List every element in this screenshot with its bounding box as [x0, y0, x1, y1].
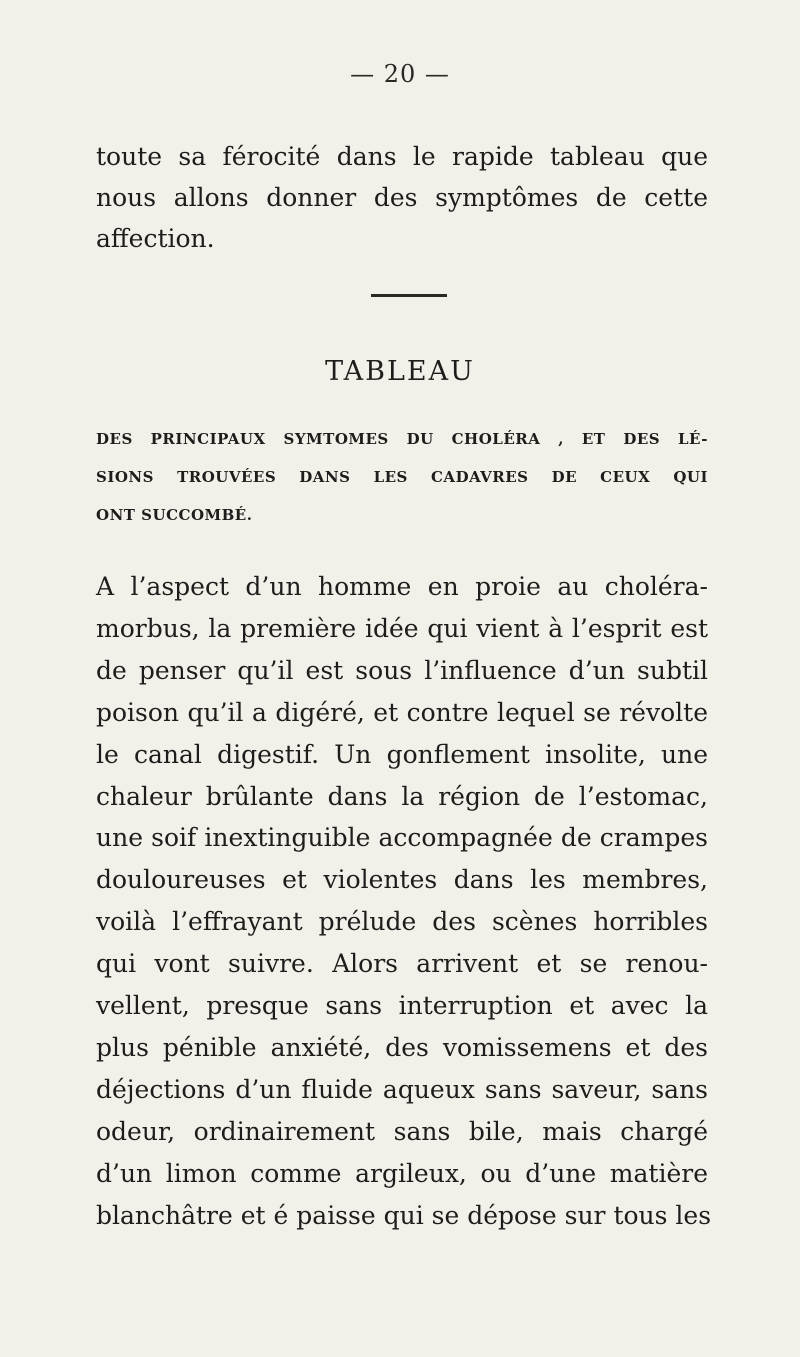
text-line: de penser qu’il est sous l’influence d’un subtil	[96, 655, 708, 685]
text-line: le canal digestif. Un gonflement insolite, une	[96, 739, 708, 769]
text-line: morbus, la première idée qui vient à l’esprit est	[96, 613, 708, 643]
text-line: A l’aspect d’un homme en proie au choléra-	[96, 572, 708, 601]
text-line: une soif inextinguible accompagnée de crampes	[96, 823, 708, 853]
section-divider	[371, 294, 447, 297]
page-number: — 20 —	[350, 60, 450, 88]
text-line: chaleur brûlante dans la région de l’estomac,	[96, 781, 708, 811]
text-line: plus pénible anxiété, des vomissemens et des	[96, 1032, 708, 1062]
subtitle-line: DES PRINCIPAUX SYMTOMES DU CHOLÉRA , ET DES LÉ-	[96, 430, 708, 448]
text-line: déjections d’un fluide aqueux sans saveur, sans	[96, 1074, 708, 1104]
text-line: poison qu’il a digéré, et contre lequel se révolte	[96, 697, 708, 727]
text-line: douloureuses et violentes dans les membres,	[96, 865, 708, 895]
text-line: affection.	[96, 224, 215, 253]
text-line: d’un limon comme argileux, ou d’une matière	[96, 1158, 708, 1188]
text-line: voilà l’effrayant prélude des scènes horribles	[96, 907, 708, 937]
text-line: toute sa férocité dans le rapide tableau que	[96, 142, 708, 171]
text-line: odeur, ordinairement sans bile, mais chargé	[96, 1116, 708, 1146]
text-line: qui vont suivre. Alors arrivent et se renou-	[96, 949, 708, 979]
intro-paragraph	[96, 136, 708, 259]
text-line: vellent, presque sans interruption et avec la	[96, 991, 708, 1021]
section-title: TABLEAU	[325, 356, 475, 387]
subtitle-line: ONT SUCCOMBÉ.	[96, 506, 253, 524]
subtitle-line: SIONS TROUVÉES DANS LES CADAVRES DE CEUX QUI	[96, 468, 708, 486]
body-paragraph	[96, 566, 712, 1237]
text-line: blanchâtre et é paisse qui se dépose sur tous les	[96, 1200, 712, 1230]
text-line: nous allons donner des symptômes de cette	[96, 183, 708, 212]
section-subtitle	[96, 420, 708, 534]
